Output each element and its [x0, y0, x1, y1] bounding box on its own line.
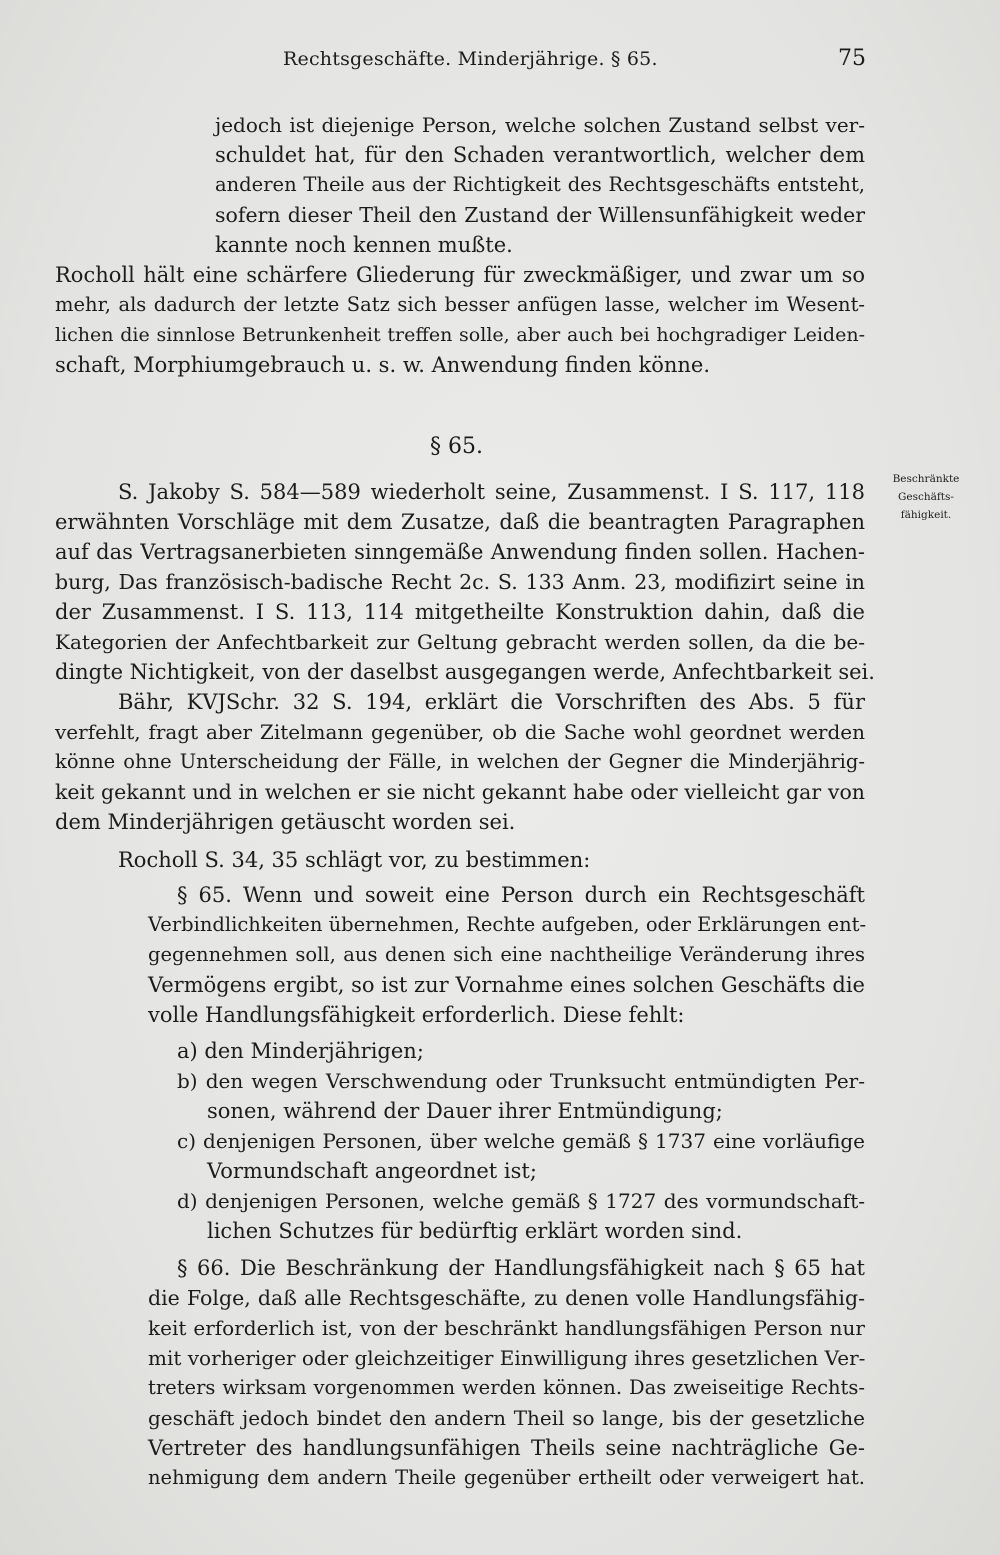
running-head: Rechtsgeschäfte. Minderjährige. § 65.: [283, 48, 658, 70]
list-item: c) denjenigen Personen, über welche gemäß § 1737 eine vorläufige: [177, 1129, 865, 1153]
text-line: treters wirksam vorgenommen werden können. Das zweiseitige Rechts-: [148, 1376, 865, 1399]
text-line: § 66. Die Beschränkung der Handlungsfähigkeit nach § 65 hat: [177, 1256, 865, 1280]
list-item: b) den wegen Verschwendung oder Trunksucht entmündigten Per-: [177, 1069, 865, 1093]
text-line: nehmigung dem andern Theile gegenüber ertheilt oder verweigert hat.: [148, 1466, 865, 1489]
list-item: d) denjenigen Personen, welche gemäß § 1727 des vormundschaft-: [177, 1189, 865, 1213]
text-line: dingte Nichtigkeit, von der daselbst ausgegangen werde, Anfechtbarkeit sei.: [55, 660, 875, 684]
text-line: mit vorheriger oder gleichzeitiger Einwilligung ihres gesetzlichen Ver-: [148, 1346, 866, 1370]
page-header: [0, 44, 1000, 78]
text-line: schaft, Morphiumgebrauch u. s. w. Anwendung finden könne.: [55, 353, 710, 377]
text-line: volle Handlungsfähigkeit erforderlich. Diese fehlt:: [148, 1003, 685, 1027]
text-line: mehr, als dadurch der letzte Satz sich besser anfügen lasse, welcher im Wesent-: [55, 293, 865, 316]
text-line: Rocholl hält eine schärfere Gliederung für zweckmäßiger, und zwar um so: [55, 263, 865, 287]
list-item-continuation: lichen Schutzes für bedürftig erklärt worden sind.: [207, 1219, 743, 1243]
text-line: schuldet hat, für den Schaden verantwortlich, welcher dem: [215, 143, 865, 167]
list-item: a) den Minderjährigen;: [177, 1039, 424, 1063]
page-number: 75: [838, 46, 866, 71]
text-line: S. Jakoby S. 584—589 wiederholt seine, Zusammenst. I S. 117, 118: [118, 480, 865, 504]
text-line: erwähnten Vorschläge mit dem Zusatze, daß die beantragten Paragraphen: [55, 510, 865, 534]
text-line: keit gekannt und in welchen er sie nicht gekannt habe oder vielleicht gar von: [55, 780, 865, 804]
text-line: burg, Das französisch-badische Recht 2c. S. 133 Anm. 23, modifizirt seine in: [55, 570, 865, 594]
text-line: der Zusammenst. I S. 113, 114 mitgetheilte Konstruktion dahin, daß die: [55, 600, 865, 624]
text-line: geschäft jedoch bindet den andern Theil so lange, bis der gesetzliche: [148, 1406, 865, 1430]
margin-note-line: Beschränkte: [892, 473, 960, 485]
text-line: anderen Theile aus der Richtigkeit des Rechtsgeschäfts entsteht,: [215, 173, 865, 196]
margin-note-line: Geschäfts-: [898, 491, 954, 503]
text-line: keit erforderlich ist, von der beschränkt handlungsfähigen Person nur: [148, 1316, 865, 1340]
text-line: Vermögens ergibt, so ist zur Vornahme eines solchen Geschäfts die: [148, 973, 865, 997]
list-item-continuation: sonen, während der Dauer ihrer Entmündigung;: [207, 1099, 723, 1123]
text-line: Vertreter des handlungsunfähigen Theils seine nachträgliche Ge-: [148, 1436, 865, 1460]
text-line: Verbindlichkeiten übernehmen, Rechte aufgeben, oder Erklärungen ent-: [148, 913, 867, 936]
text-line: § 65. Wenn und soweit eine Person durch ein Rechtsgeschäft: [177, 883, 865, 907]
text-line: sofern dieser Theil den Zustand der Willensunfähigkeit weder: [215, 203, 865, 227]
text-line: Kategorien der Anfechtbarkeit zur Geltung gebracht werden sollen, da die be-: [55, 630, 865, 654]
text-line: dem Minderjährigen getäuscht worden sei.: [55, 810, 516, 834]
section-heading: § 65.: [430, 434, 483, 459]
text-line: kannte noch kennen mußte.: [215, 233, 513, 257]
text-line: gegennehmen soll, aus denen sich eine nachtheilige Veränderung ihres: [148, 943, 865, 966]
margin-note-line: fähigkeit.: [900, 509, 952, 521]
text-line: Bähr, KVJSchr. 32 S. 194, erklärt die Vorschriften des Abs. 5 für: [118, 690, 865, 714]
text-line: jedoch ist diejenige Person, welche solchen Zustand selbst ver-: [215, 113, 865, 137]
text-line: die Folge, daß alle Rechtsgeschäfte, zu denen volle Handlungsfähig-: [148, 1286, 865, 1310]
text-line: könne ohne Unterscheidung der Fälle, in welchen der Gegner die Minderjährig-: [55, 750, 865, 773]
text-line: lichen die sinnlose Betrunkenheit treffen solle, aber auch bei hochgradiger Leiden-: [55, 324, 865, 346]
margin-note: [884, 470, 968, 524]
text-line: verfehlt, fragt aber Zitelmann gegenüber, ob die Sache wohl geordnet werden: [55, 720, 865, 744]
list-item-continuation: Vormundschaft angeordnet ist;: [207, 1159, 537, 1183]
text-line: auf das Vertragsanerbieten sinngemäße Anwendung finden sollen. Hachen-: [55, 540, 865, 564]
text-line: Rocholl S. 34, 35 schlägt vor, zu bestimmen:: [118, 848, 591, 872]
